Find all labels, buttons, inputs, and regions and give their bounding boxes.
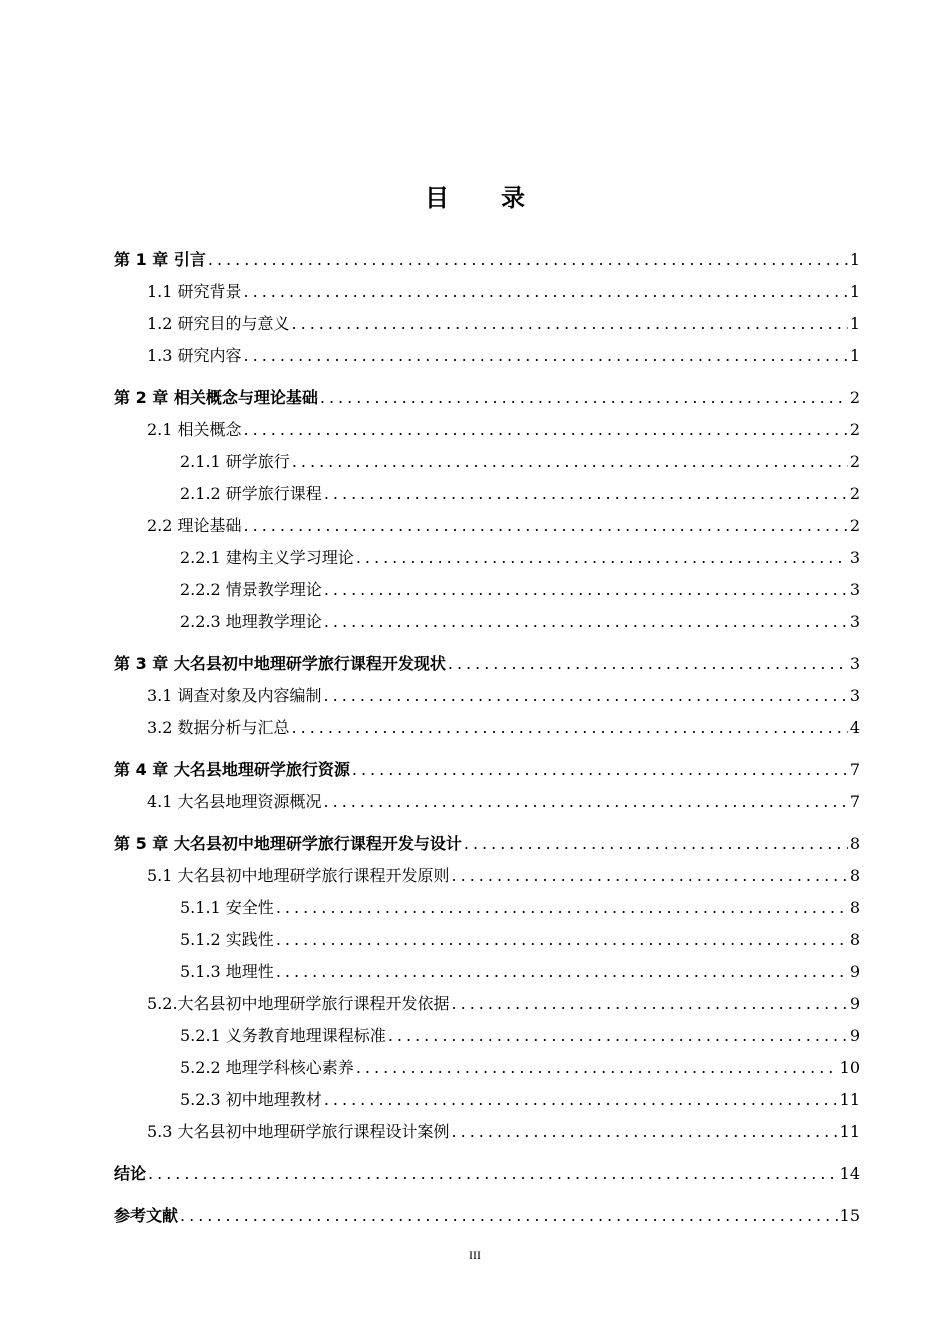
toc-entry-page-number: 9 <box>849 994 860 1013</box>
toc-entry-title: 第 1 章 引言 <box>114 250 206 269</box>
toc-entry-title: 第 3 章 大名县初中地理研学旅行课程开发现状 <box>114 654 446 673</box>
toc-chapter-entry[interactable] <box>114 828 860 860</box>
toc-entry-page-number: 3 <box>849 612 860 631</box>
toc-subsection-entry[interactable] <box>114 924 860 956</box>
toc-entry-title: 2.2.3 地理教学理论 <box>180 612 322 631</box>
toc-entry-title: 5.2.3 初中地理教材 <box>180 1090 322 1109</box>
toc-entry-title: 2.2 理论基础 <box>147 516 242 535</box>
toc-entry-page-number: 8 <box>849 834 860 853</box>
toc-dot-leader <box>356 542 848 574</box>
toc-subsection-entry[interactable] <box>114 478 860 510</box>
toc-dot-leader <box>292 308 848 340</box>
toc-entry-title: 2.2.2 情景教学理论 <box>180 580 322 599</box>
toc-entry-page-number: 2 <box>849 420 860 439</box>
title-char-1: 目 <box>425 184 449 212</box>
toc-entry-page-number: 15 <box>839 1206 860 1225</box>
toc-entry-title: 5.1.1 安全性 <box>180 898 274 917</box>
toc-dot-leader <box>324 574 848 606</box>
toc-entry-title: 第 5 章 大名县初中地理研学旅行课程开发与设计 <box>114 834 462 853</box>
toc-dot-leader <box>452 860 848 892</box>
toc-entry-page-number: 1 <box>849 346 860 365</box>
toc-subsection-entry[interactable] <box>114 606 860 638</box>
toc-dot-leader <box>320 382 848 414</box>
toc-entry-page-number: 2 <box>849 516 860 535</box>
toc-entry-page-number: 9 <box>849 962 860 981</box>
toc-dot-leader <box>324 606 848 638</box>
toc-dot-leader <box>448 648 848 680</box>
toc-entry-title: 5.1.3 地理性 <box>180 962 274 981</box>
toc-entry-title: 2.1 相关概念 <box>147 420 242 439</box>
toc-dot-leader <box>464 828 848 860</box>
toc-entry-title: 1.2 研究目的与意义 <box>147 314 290 333</box>
toc-dot-leader <box>292 712 848 744</box>
toc-chapter-entry[interactable] <box>114 1200 860 1232</box>
toc-entry-page-number: 11 <box>839 1122 860 1141</box>
toc-entry-page-number: 8 <box>849 930 860 949</box>
toc-subsection-entry[interactable] <box>114 1084 860 1116</box>
toc-dot-leader <box>276 892 848 924</box>
toc-dot-leader <box>244 276 848 308</box>
toc-entry-title: 2.1.1 研学旅行 <box>180 452 290 471</box>
toc-entry-page-number: 3 <box>849 686 860 705</box>
toc-dot-leader <box>388 1020 848 1052</box>
toc-entry-page-number: 1 <box>849 282 860 301</box>
toc-entry-title: 1.1 研究背景 <box>147 282 242 301</box>
toc-section-entry[interactable] <box>114 786 860 818</box>
toc-entry-page-number: 14 <box>839 1164 860 1183</box>
toc-entry-title: 4.1 大名县地理资源概况 <box>147 792 322 811</box>
toc-dot-leader <box>180 1200 838 1232</box>
toc-entry-page-number: 2 <box>849 452 860 471</box>
toc-section-entry[interactable] <box>114 414 860 446</box>
toc-dot-leader <box>276 924 848 956</box>
toc-entry-title: 3.2 数据分析与汇总 <box>147 718 290 737</box>
toc-subsection-entry[interactable] <box>114 1052 860 1084</box>
toc-entry-page-number: 1 <box>849 250 860 269</box>
toc-dot-leader <box>452 988 848 1020</box>
toc-subsection-entry[interactable] <box>114 574 860 606</box>
toc-entry-page-number: 7 <box>849 760 860 779</box>
toc-section-entry[interactable] <box>114 276 860 308</box>
toc-dot-leader <box>148 1158 838 1190</box>
toc-dot-leader <box>452 1116 838 1148</box>
toc-entry-page-number: 8 <box>849 898 860 917</box>
toc-entry-page-number: 8 <box>849 866 860 885</box>
toc-subsection-entry[interactable] <box>114 1020 860 1052</box>
toc-dot-leader <box>208 244 848 276</box>
toc-entry-title: 5.2.大名县初中地理研学旅行课程开发依据 <box>147 994 450 1013</box>
toc-dot-leader <box>324 1084 838 1116</box>
toc-chapter-entry[interactable] <box>114 648 860 680</box>
toc-dot-leader <box>352 754 848 786</box>
toc-entry-page-number: 7 <box>849 792 860 811</box>
toc-entry-title: 5.1 大名县初中地理研学旅行课程开发原则 <box>147 866 450 885</box>
page-number-footer: III <box>469 1248 481 1262</box>
toc-section-entry[interactable] <box>114 510 860 542</box>
toc-entry-page-number: 3 <box>849 548 860 567</box>
toc-dot-leader <box>244 414 848 446</box>
toc-entry-title: 第 4 章 大名县地理研学旅行资源 <box>114 760 350 779</box>
toc-dot-leader <box>324 786 848 818</box>
toc-section-entry[interactable] <box>114 680 860 712</box>
toc-chapter-entry[interactable] <box>114 382 860 414</box>
toc-section-entry[interactable] <box>114 308 860 340</box>
toc-entry-title: 5.2.1 义务教育地理课程标准 <box>180 1026 386 1045</box>
toc-subsection-entry[interactable] <box>114 542 860 574</box>
toc-section-entry[interactable] <box>114 712 860 744</box>
toc-entry-title: 第 2 章 相关概念与理论基础 <box>114 388 318 407</box>
toc-chapter-entry[interactable] <box>114 754 860 786</box>
toc-entry-page-number: 3 <box>849 580 860 599</box>
toc-chapter-entry[interactable] <box>114 1158 860 1190</box>
table-of-contents <box>114 244 860 1232</box>
toc-entry-title: 5.2.2 地理学科核心素养 <box>180 1058 354 1077</box>
toc-entry-page-number: 10 <box>839 1058 860 1077</box>
toc-section-entry[interactable] <box>114 340 860 372</box>
toc-dot-leader <box>292 446 848 478</box>
toc-entry-title: 5.3 大名县初中地理研学旅行课程设计案例 <box>147 1122 450 1141</box>
toc-dot-leader <box>324 680 848 712</box>
toc-dot-leader <box>324 478 848 510</box>
toc-entry-page-number: 3 <box>849 654 860 673</box>
title-char-2: 录 <box>501 184 525 212</box>
toc-section-entry[interactable] <box>114 1116 860 1148</box>
toc-subsection-entry[interactable] <box>114 956 860 988</box>
toc-subsection-entry[interactable] <box>114 892 860 924</box>
toc-entry-title: 参考文献 <box>114 1206 179 1225</box>
toc-subsection-entry[interactable] <box>114 446 860 478</box>
toc-section-entry[interactable] <box>114 988 860 1020</box>
toc-chapter-entry[interactable] <box>114 244 860 276</box>
toc-entry-title: 2.2.1 建构主义学习理论 <box>180 548 354 567</box>
toc-dot-leader <box>244 340 848 372</box>
toc-entry-title: 结论 <box>114 1164 147 1183</box>
toc-dot-leader <box>356 1052 838 1084</box>
toc-entry-title: 5.1.2 实践性 <box>180 930 274 949</box>
toc-entry-page-number: 2 <box>849 388 860 407</box>
toc-dot-leader <box>276 956 848 988</box>
toc-dot-leader <box>244 510 848 542</box>
toc-section-entry[interactable] <box>114 860 860 892</box>
toc-entry-title: 2.1.2 研学旅行课程 <box>180 484 322 503</box>
toc-entry-page-number: 9 <box>849 1026 860 1045</box>
toc-entry-page-number: 11 <box>839 1090 860 1109</box>
toc-entry-title: 1.3 研究内容 <box>147 346 242 365</box>
toc-entry-title: 3.1 调查对象及内容编制 <box>147 686 322 705</box>
toc-entry-page-number: 4 <box>849 718 860 737</box>
toc-entry-page-number: 1 <box>849 314 860 333</box>
page-title <box>0 178 950 213</box>
toc-entry-page-number: 2 <box>849 484 860 503</box>
